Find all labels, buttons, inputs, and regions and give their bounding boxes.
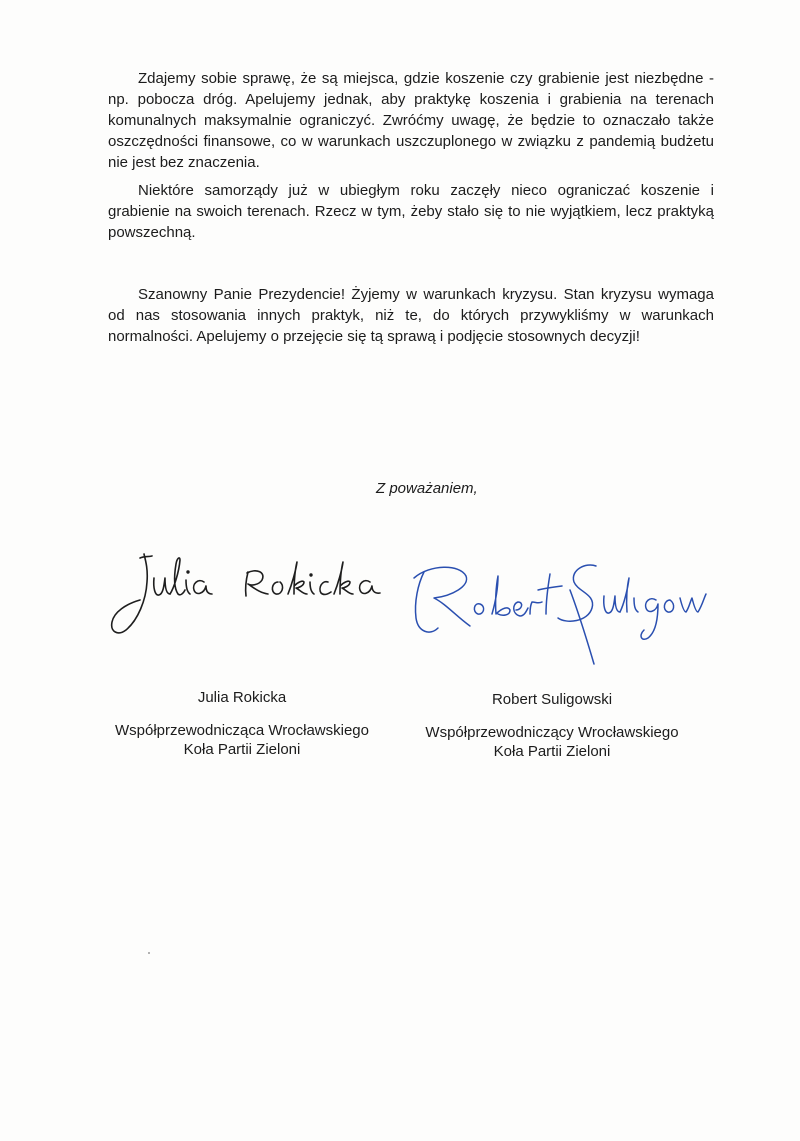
closing-salutation: Z poważaniem, xyxy=(376,480,478,497)
signatory-name: Julia Rokicka xyxy=(197,689,287,706)
signatory-2 xyxy=(402,690,702,761)
paragraph-mowing-limits: Zdajemy sobie sprawę, że są miejsca, gdzie koszenie czy grabienie jest niezbędne - np. pobocza dróg. Apelujemy jednak, aby praktykę koszenia i grabienia na terenach komunalnych maksymalnie ograniczyć. Zwróćmy uwagę, że będzie to oznaczało także oszczędności finansowe, co w warunkach uszczuplonego w związku z pandemią budżetu nie jest bez znaczenia. xyxy=(108,70,714,171)
signatory-organization: Koła Partii Zieloni xyxy=(493,743,611,760)
signature-robert-suligowski xyxy=(400,550,720,672)
signatory-role: Współprzewodnicząca Wrocławskiego xyxy=(115,722,369,739)
signatory-1 xyxy=(92,688,392,759)
signatory-role: Współprzewodniczący Wrocławskiego xyxy=(425,724,679,741)
signatory-organization: Koła Partii Zieloni xyxy=(183,741,301,758)
scan-speck xyxy=(148,952,150,954)
signatory-name: Robert Suligowski xyxy=(491,691,613,708)
paragraph-local-governments: Niektóre samorządy już w ubiegłym roku zaczęły nieco ograniczać koszenie i grabienie na swoich terenach. Rzecz w tym, żeby stało się to nie wyjątkiem, lecz praktyką powszechną. xyxy=(108,182,714,241)
signature-julia-rokicka xyxy=(100,548,390,644)
paragraph-appeal-to-president: Szanowny Panie Prezydencie! Żyjemy w warunkach kryzysu. Stan kryzysu wymaga od nas stosowania innych praktyk, niż te, do których przywykliśmy w warunkach normalności. Apelujemy o przejęcie się tą sprawą i podjęcie stosownych decyzji! xyxy=(108,286,714,345)
